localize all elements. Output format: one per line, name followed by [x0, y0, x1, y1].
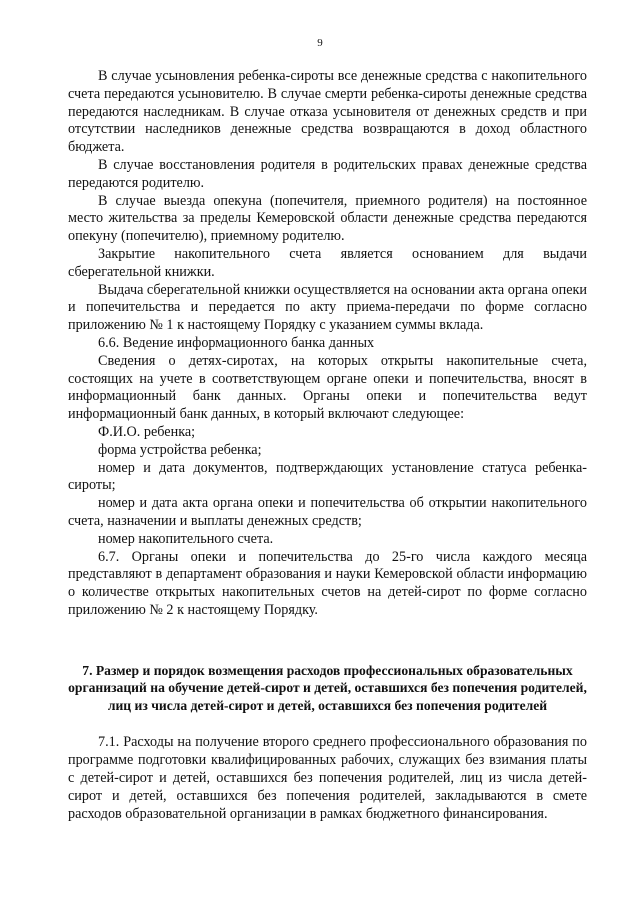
- list-item-guardianship-act: номер и дата акта органа опеки и попечительства об открытии накопительного счета, назначении и выплаты денежных средств;: [68, 495, 587, 529]
- paragraph-account-closure: Закрытие накопительного счета является основанием для выдачи сберегательной книжки.: [68, 245, 587, 280]
- list-item-placement-form: форма устройства ребенка;: [98, 441, 262, 458]
- list-item-account-number: номер накопительного счета.: [98, 530, 274, 547]
- paragraph-savings-book-issue: Выдача сберегательной книжки осуществляется на основании акта органа опеки и попечительства и передается по акту приема-передачи по форме согласно приложению № 1 к настоящему Порядку с указанием суммы вклада.: [68, 281, 587, 334]
- section-7-heading: 7. Размер и порядок возмещения расходов профессиональных образовательных организаций на обучение детей-сирот и детей, оставшихся без попечения родителей, лиц из числа детей-сирот и детей, оставшихся без попечения родителей: [68, 662, 587, 713]
- paragraph-parent-restoration: В случае восстановления родителя в родительских правах денежные средства передаются родителю.: [68, 156, 587, 191]
- subsection-6-6-title: 6.6. Ведение информационного банка данных: [98, 334, 375, 351]
- paragraph-adoption: В случае усыновления ребенка-сироты все денежные средства с накопительного счета передаются усыновителю. В случае смерти ребенка-сироты денежные средства передаются наследникам. В случае отказа усыновителя от денежных средств и при отсутствии наследников денежные средства возвращаются в доход областного бюджета.: [68, 68, 587, 156]
- paragraph-7-1-expenses: 7.1. Расходы на получение второго среднего профессионального образования по программе подготовки квалифицированных рабочих, служащих без взимания платы с детей-сирот и детей, оставшихся без попечения родителей, лиц из числа детей-сирот и детей, оставшихся без попечения родителей, закладываются в смете расходов образовательной организации в рамках бюджетного финансирования.: [68, 734, 587, 822]
- heading-spacer: [68, 714, 587, 734]
- list-item-status-documents: номер и дата документов, подтверждающих установление статуса ребенка-сироты;: [68, 459, 587, 494]
- paragraph-info-bank: Сведения о детях-сиротах, на которых открыты накопительные счета, состоящих на учете в соответствующем органе опеки и попечительства, вносят в информационный банк данных. Органы опеки и попечительства ведут информационный банк данных, в который включают следующее:: [68, 352, 587, 423]
- page-number: 9: [317, 37, 323, 49]
- paragraph-6-7-reporting: 6.7. Органы опеки и попечительства до 25-го числа каждого месяца представляют в департамент образования и науки Кемеровской области информацию о количестве открытых накопительных счетов на детей-сирот по форме согласно приложению № 2 к настоящему Порядку.: [68, 548, 587, 618]
- paragraph-guardian-departure: В случае выезда опекуна (попечителя, приемного родителя) на постоянное место жительства за пределы Кемеровской области денежные средства передаются опекуну (попечителю), приемному родителю.: [68, 192, 587, 245]
- document-body: [68, 68, 587, 823]
- section-spacer: [68, 620, 587, 662]
- list-item-child-name: Ф.И.О. ребенка;: [98, 423, 196, 440]
